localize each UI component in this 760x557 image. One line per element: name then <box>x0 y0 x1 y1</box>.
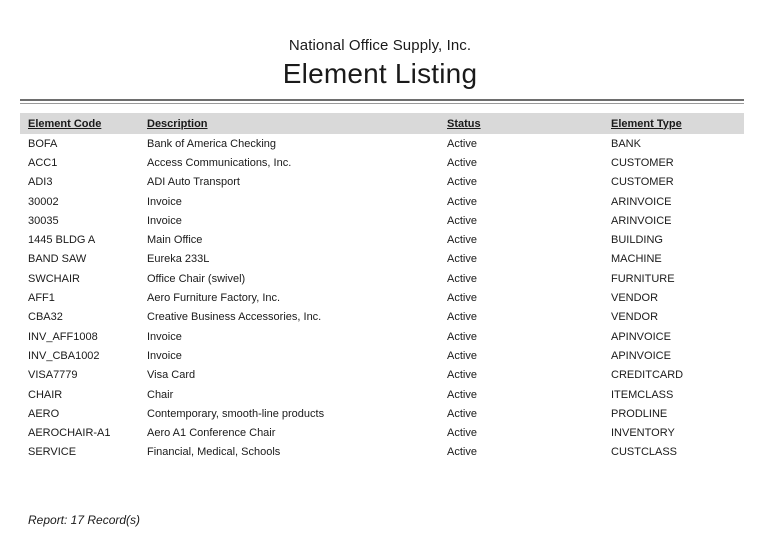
table-row <box>28 327 744 346</box>
cell-status: Active <box>447 311 477 324</box>
cell-status: Active <box>447 137 477 150</box>
table-row <box>28 288 744 307</box>
cell-element-type: ARINVOICE <box>611 195 672 208</box>
report-title: Element Listing <box>282 58 478 89</box>
cell-element-type: INVENTORY <box>611 427 675 440</box>
table-body <box>20 134 744 462</box>
cell-element-code: CBA32 <box>28 311 63 324</box>
table-row <box>28 134 744 153</box>
cell-description: Aero A1 Conference Chair <box>147 427 276 440</box>
cell-element-type: CUSTOMER <box>611 156 674 169</box>
cell-description: Visa Card <box>147 369 196 382</box>
cell-description: Creative Business Accessories, Inc. <box>147 311 322 324</box>
cell-element-code: ACC1 <box>28 156 58 169</box>
company-name: National Office Supply, Inc. <box>288 37 472 54</box>
table-row <box>28 269 744 288</box>
table-row <box>28 308 744 327</box>
cell-element-code: 30002 <box>28 195 59 208</box>
cell-element-type: PRODLINE <box>611 407 668 420</box>
cell-status: Active <box>447 292 477 305</box>
cell-element-code: BAND SAW <box>28 253 87 266</box>
cell-description: Invoice <box>147 195 182 208</box>
cell-status: Active <box>447 388 477 401</box>
cell-element-type: CUSTCLASS <box>611 446 678 459</box>
cell-status: Active <box>447 272 477 285</box>
cell-element-code: INV_CBA1002 <box>28 349 100 362</box>
cell-element-type: ARINVOICE <box>611 214 672 227</box>
cell-status: Active <box>447 369 477 382</box>
cell-element-code: VISA7779 <box>28 369 78 382</box>
column-header-status <box>447 118 611 130</box>
cell-status: Active <box>447 156 477 169</box>
column-header-label: Description <box>147 117 208 130</box>
cell-element-type: BUILDING <box>611 234 663 247</box>
cell-description: Financial, Medical, Schools <box>147 446 281 459</box>
cell-status: Active <box>447 195 477 208</box>
cell-description: Access Communications, Inc. <box>147 156 292 169</box>
cell-status: Active <box>447 446 477 459</box>
column-header-element-code <box>28 118 147 130</box>
table-row <box>28 173 744 192</box>
table-row <box>28 346 744 365</box>
cell-element-type: CUSTOMER <box>611 176 674 189</box>
column-header-element-type <box>611 118 744 130</box>
column-header-label: Status <box>447 117 481 130</box>
cell-description: Invoice <box>147 214 182 227</box>
cell-element-code: SERVICE <box>28 446 77 459</box>
record-count: Report: 17 Record(s) <box>28 513 141 527</box>
table-row <box>28 443 744 462</box>
cell-element-type: VENDOR <box>611 292 659 305</box>
cell-status: Active <box>447 253 477 266</box>
table-row <box>28 404 744 423</box>
table-row <box>28 230 744 249</box>
table-row <box>28 423 744 442</box>
cell-element-type: APINVOICE <box>611 330 671 343</box>
cell-element-code: 1445 BLDG A <box>28 234 96 247</box>
cell-element-type: VENDOR <box>611 311 659 324</box>
cell-description: Contemporary, smooth-line products <box>147 407 325 420</box>
cell-element-code: AFF1 <box>28 292 55 305</box>
cell-element-type: BANK <box>611 137 641 150</box>
column-header-label: Element Type <box>611 117 682 130</box>
cell-description: Main Office <box>147 234 203 247</box>
table-row <box>28 211 744 230</box>
cell-element-code: 30035 <box>28 214 59 227</box>
cell-description: Office Chair (swivel) <box>147 272 246 285</box>
header-divider <box>20 99 744 104</box>
table-row <box>28 385 744 404</box>
cell-element-code: SWCHAIR <box>28 272 80 285</box>
cell-status: Active <box>447 176 477 189</box>
cell-description: Invoice <box>147 349 182 362</box>
cell-element-code: AEROCHAIR-A1 <box>28 427 111 440</box>
cell-description: Bank of America Checking <box>147 137 277 150</box>
cell-status: Active <box>447 330 477 343</box>
table-row <box>28 366 744 385</box>
cell-status: Active <box>447 349 477 362</box>
cell-description: Aero Furniture Factory, Inc. <box>147 292 281 305</box>
cell-description: Chair <box>147 388 174 401</box>
cell-element-type: APINVOICE <box>611 349 671 362</box>
cell-element-type: CREDITCARD <box>611 369 684 382</box>
column-header-description <box>147 118 447 130</box>
cell-element-type: ITEMCLASS <box>611 388 674 401</box>
cell-element-code: AERO <box>28 407 60 420</box>
table-header-row <box>20 113 744 134</box>
cell-status: Active <box>447 234 477 247</box>
cell-description: ADI Auto Transport <box>147 176 240 189</box>
cell-description: Eureka 233L <box>147 253 210 266</box>
cell-status: Active <box>447 407 477 420</box>
cell-element-code: CHAIR <box>28 388 63 401</box>
cell-element-code: ADI3 <box>28 176 53 189</box>
table-row <box>28 192 744 211</box>
cell-element-code: INV_AFF1008 <box>28 330 98 343</box>
cell-description: Invoice <box>147 330 182 343</box>
cell-element-type: MACHINE <box>611 253 662 266</box>
cell-element-code: BOFA <box>28 137 58 150</box>
column-header-label: Element Code <box>28 117 102 130</box>
table-row <box>28 250 744 269</box>
table-row <box>28 153 744 172</box>
cell-element-type: FURNITURE <box>611 272 675 285</box>
cell-status: Active <box>447 214 477 227</box>
cell-status: Active <box>447 427 477 440</box>
